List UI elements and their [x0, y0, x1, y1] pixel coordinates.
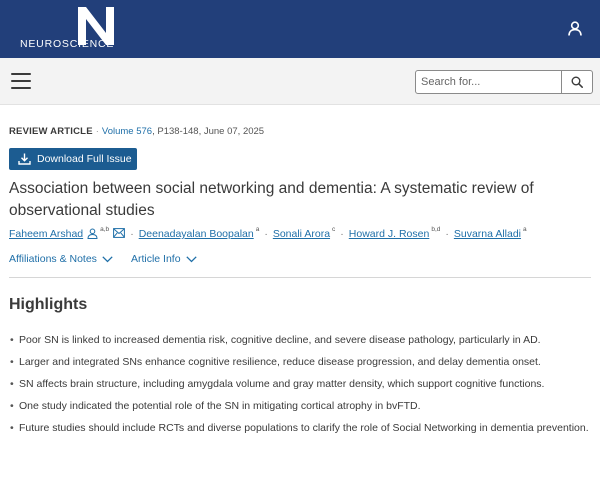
author-item — [139, 228, 260, 240]
author-item — [273, 228, 335, 240]
affiliations-label: Affiliations & Notes — [9, 253, 97, 265]
highlight-item: • One study indicated the potential role of the SN in mitigating cortical atrophy in bvFTD. — [10, 397, 595, 415]
author-list — [9, 228, 527, 240]
author-item — [9, 228, 125, 240]
email-icon[interactable] — [113, 228, 125, 238]
article-meta: REVIEW ARTICLE · Volume 576, P138-148, June 07, 2025 — [9, 126, 265, 137]
article-info-toggle[interactable] — [131, 253, 197, 265]
volume-link[interactable]: Volume 576 — [101, 126, 153, 137]
article-info-tabs — [9, 253, 215, 265]
article-title: Association between social networking and dementia: A systematic review of observational studies — [9, 180, 534, 219]
user-icon — [568, 21, 582, 36]
top-header-bar — [0, 0, 600, 58]
author-name-link[interactable]: Faheem Arshad — [9, 228, 84, 240]
search-box — [415, 70, 593, 94]
hamburger-menu-icon[interactable] — [11, 73, 31, 89]
author-separator: · — [340, 228, 344, 240]
highlights-list — [10, 331, 595, 441]
author-name-link[interactable]: Deenadayalan Boopalan — [138, 228, 254, 240]
author-name-link[interactable]: Suvarna Alladi — [453, 228, 522, 240]
chevron-down-icon — [186, 256, 197, 263]
author-item — [454, 228, 527, 240]
author-name-link[interactable]: Sonali Arora — [272, 228, 331, 240]
author-affiliation: c — [332, 226, 336, 233]
pages-date: , P138-148, June 07, 2025 — [152, 126, 265, 137]
highlight-item: • SN affects brain structure, including amygdala volume and gray matter density, which support cognitive functions. — [10, 375, 595, 393]
download-full-issue-button[interactable] — [9, 148, 137, 170]
search-icon — [571, 76, 583, 88]
highlight-item: • Poor SN is linked to increased dementia risk, cognitive decline, and severe disease pathology, particularly in AD. — [10, 331, 595, 349]
article-type: REVIEW ARTICLE — [9, 126, 93, 137]
chevron-down-icon — [102, 256, 113, 263]
author-affiliation: a,b — [100, 226, 110, 233]
search-button[interactable] — [561, 71, 592, 93]
author-affiliation: a — [523, 226, 527, 233]
author-affiliation: b,d — [431, 226, 441, 233]
author-separator: · — [130, 228, 134, 240]
author-item — [349, 228, 441, 240]
person-icon[interactable] — [87, 228, 98, 239]
search-input[interactable] — [416, 71, 561, 93]
author-name-link[interactable]: Howard J. Rosen — [348, 228, 430, 240]
author-affiliation: a — [255, 226, 260, 233]
highlight-item: • Future studies should include RCTs and diverse populations to clarify the role of Social Networking in dementia prevention. — [10, 419, 595, 437]
author-separator: · — [264, 228, 268, 240]
highlights-heading: Highlights — [9, 296, 88, 313]
highlight-item: • Larger and integrated SNs enhance cognitive resilience, reduce disease progression, and delay dementia onset. — [10, 353, 595, 371]
neuroscience-logo[interactable] — [18, 7, 118, 51]
section-divider — [9, 277, 591, 278]
user-account-button[interactable] — [564, 17, 586, 39]
download-icon — [18, 153, 31, 165]
affiliations-notes-toggle[interactable] — [9, 253, 113, 265]
brand-name: NEUROSCIENCE — [20, 38, 115, 50]
download-label: Download Full Issue — [37, 153, 132, 165]
author-separator: · — [445, 228, 449, 240]
article-info-label: Article Info — [130, 253, 181, 265]
